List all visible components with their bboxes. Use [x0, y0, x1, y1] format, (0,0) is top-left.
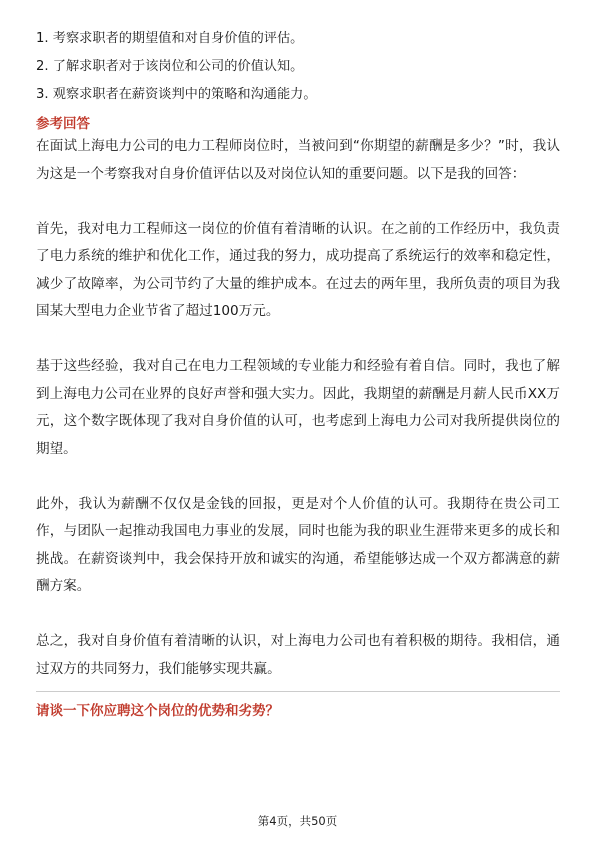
list-item: 3. 观察求职者在薪资谈判中的策略和沟通能力。 [36, 87, 317, 102]
list-item: 1. 考察求职者的期望值和对自身价值的评估。 [36, 31, 304, 46]
paragraph-expectation: 基于这些经验，我对自己在电力工程领域的专业能力和经验有着自信。同时，我也了解到上海电力公司在业界的良好声誉和强大实力。因此，我期望的薪酬是月薪人民币XX万元，这个数字既体现了我对自身价值的认可，也考虑到上海电力公司对我所提供岗位的期望。 [36, 358, 560, 457]
divider [36, 691, 560, 692]
list-item: 2. 了解求职者对于该岗位和公司的价值认知。 [36, 59, 304, 74]
page-number: 第4页，共50页 [257, 814, 338, 828]
document-page [36, 30, 560, 720]
answer-heading: 参考回答 [36, 116, 90, 132]
paragraph-experience: 首先，我对电力工程师这一岗位的价值有着清晰的认识。在之前的工作经历中，我负责了电力系统的维护和优化工作，通过我的努力，成功提高了系统运行的效率和稳定性，减少了故障率，为公司节约了大量的维护成本。在过去的两年里，我所负责的项目为我国某大型电力企业节省了超过100万元。 [36, 220, 560, 319]
paragraph-conclusion: 总之，我对自身价值有着清晰的认识，对上海电力公司也有着积极的期待。我相信，通过双方的共同努力，我们能够实现共赢。 [36, 633, 560, 677]
paragraph-value: 此外，我认为薪酬不仅仅是金钱的回报，更是对个人价值的认可。我期待在贵公司工作，与团队一起推动我国电力事业的发展，同时也能为我的职业生涯带来更多的成长和挑战。在薪资谈判中，我会保持开放和诚实的沟通，希望能够达成一个双方都满意的薪酬方案。 [36, 495, 560, 594]
paragraph-intro: 在面试上海电力公司的电力工程师岗位时，当被问到“你期望的薪酬是多少？”时，我认为这是一个考察我对自身价值评估以及对岗位认知的重要问题。以下是我的回答： [36, 138, 560, 182]
next-question-heading: 请谈一下你应聘这个岗位的优势和劣势？ [36, 703, 279, 719]
